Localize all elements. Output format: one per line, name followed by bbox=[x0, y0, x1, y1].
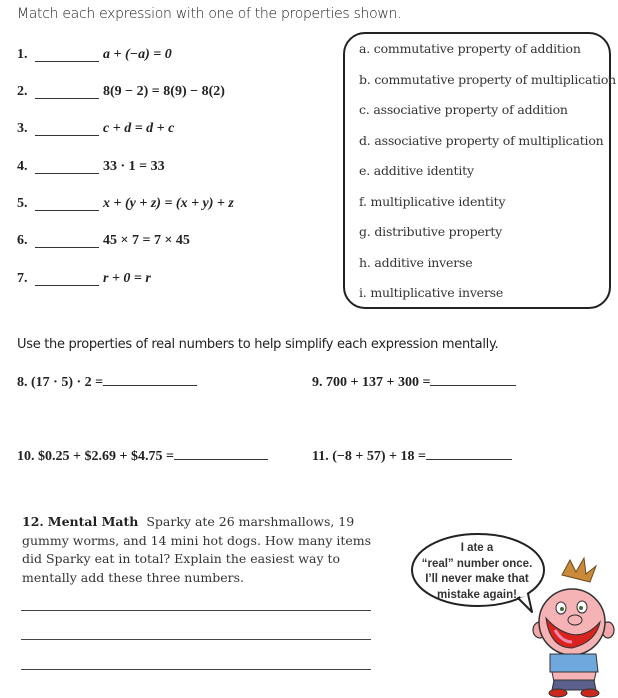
writing-line[interactable] bbox=[21, 669, 371, 670]
problem-number: 8. bbox=[17, 375, 28, 390]
problem-heading: Mental Math bbox=[47, 514, 139, 529]
property-g: g. distributive property bbox=[359, 224, 503, 239]
answer-blank[interactable] bbox=[35, 61, 99, 62]
property-f: f. multiplicative identity bbox=[359, 194, 506, 209]
property-b: b. commutative property of multiplication bbox=[359, 72, 616, 87]
problem-8 bbox=[17, 375, 197, 391]
properties-box bbox=[343, 32, 616, 309]
answer-blank[interactable] bbox=[35, 210, 99, 211]
mental-math-instruction: Use the properties of real numbers to help simplify each expression mentally. bbox=[17, 337, 499, 352]
property-e: e. additive identity bbox=[359, 163, 474, 178]
item-expression: 8(9 − 2) = 8(9) − 8(2) bbox=[103, 84, 225, 99]
answer-blank[interactable] bbox=[35, 98, 99, 99]
problem-expression: (−8 + 57) + 18 = bbox=[332, 449, 426, 464]
speech-bubble-text bbox=[420, 541, 534, 603]
property-a: a. commutative property of addition bbox=[359, 41, 581, 56]
problem-expression: (17 · 5) · 2 = bbox=[31, 375, 104, 390]
speech-line: mistake again! bbox=[437, 588, 517, 601]
property-d: d. associative property of multiplication bbox=[359, 133, 604, 148]
problem-number: 11. bbox=[312, 449, 329, 464]
speech-line: I’ll never make that bbox=[425, 573, 529, 585]
item-number: 2. bbox=[17, 84, 28, 99]
problem-number: 9. bbox=[312, 375, 323, 390]
item-number: 7. bbox=[17, 271, 28, 286]
item-expression: 33 · 1 = 33 bbox=[103, 159, 165, 174]
matching-instruction: Match each expression with one of the properties shown. bbox=[17, 6, 402, 22]
item-number: 3. bbox=[17, 121, 28, 136]
problem-expression: 700 + 137 + 300 = bbox=[326, 375, 431, 390]
writing-line[interactable] bbox=[21, 639, 371, 640]
item-number: 4. bbox=[17, 159, 28, 174]
item-expression: c + d = d + c bbox=[103, 121, 175, 136]
item-number: 6. bbox=[17, 233, 28, 248]
answer-blank[interactable] bbox=[35, 285, 99, 286]
answer-blank[interactable] bbox=[35, 135, 99, 136]
problem-10 bbox=[17, 449, 268, 465]
speech-line: “real” number once. bbox=[421, 557, 533, 570]
property-i: i. multiplicative inverse bbox=[359, 285, 504, 300]
problem-number: 10. bbox=[17, 449, 35, 464]
problem-number: 12. bbox=[22, 514, 44, 529]
answer-blank[interactable] bbox=[426, 449, 512, 460]
problem-9 bbox=[312, 375, 516, 391]
speech-line: I ate a bbox=[460, 542, 494, 554]
property-h: h. additive inverse bbox=[359, 255, 473, 270]
answer-blank[interactable] bbox=[430, 375, 516, 386]
item-expression: x + (y + z) = (x + y) + z bbox=[103, 196, 234, 211]
answer-blank[interactable] bbox=[35, 173, 99, 174]
answer-blank[interactable] bbox=[174, 449, 268, 460]
item-number: 1. bbox=[17, 47, 28, 62]
boy-character-icon bbox=[533, 558, 614, 697]
problem-text: Sparky ate 26 marshmallows, 19 gummy worms, and 14 mini hot dogs. How many items did Sparky eat in total? Explain the easiest way to mentally add these three numbers. bbox=[22, 514, 372, 585]
item-expression: r + 0 = r bbox=[103, 271, 151, 286]
answer-blank[interactable] bbox=[35, 247, 99, 248]
item-expression: 45 × 7 = 7 × 45 bbox=[103, 233, 190, 248]
writing-line[interactable] bbox=[21, 610, 371, 611]
property-c: c. associative property of addition bbox=[359, 102, 568, 117]
item-number: 5. bbox=[17, 196, 28, 211]
problem-12 bbox=[22, 513, 392, 587]
problem-expression: $0.25 + $2.69 + $4.75 = bbox=[38, 449, 174, 464]
problem-11 bbox=[312, 449, 512, 465]
item-expression: a + (−a) = 0 bbox=[103, 47, 172, 62]
answer-blank[interactable] bbox=[103, 375, 197, 386]
